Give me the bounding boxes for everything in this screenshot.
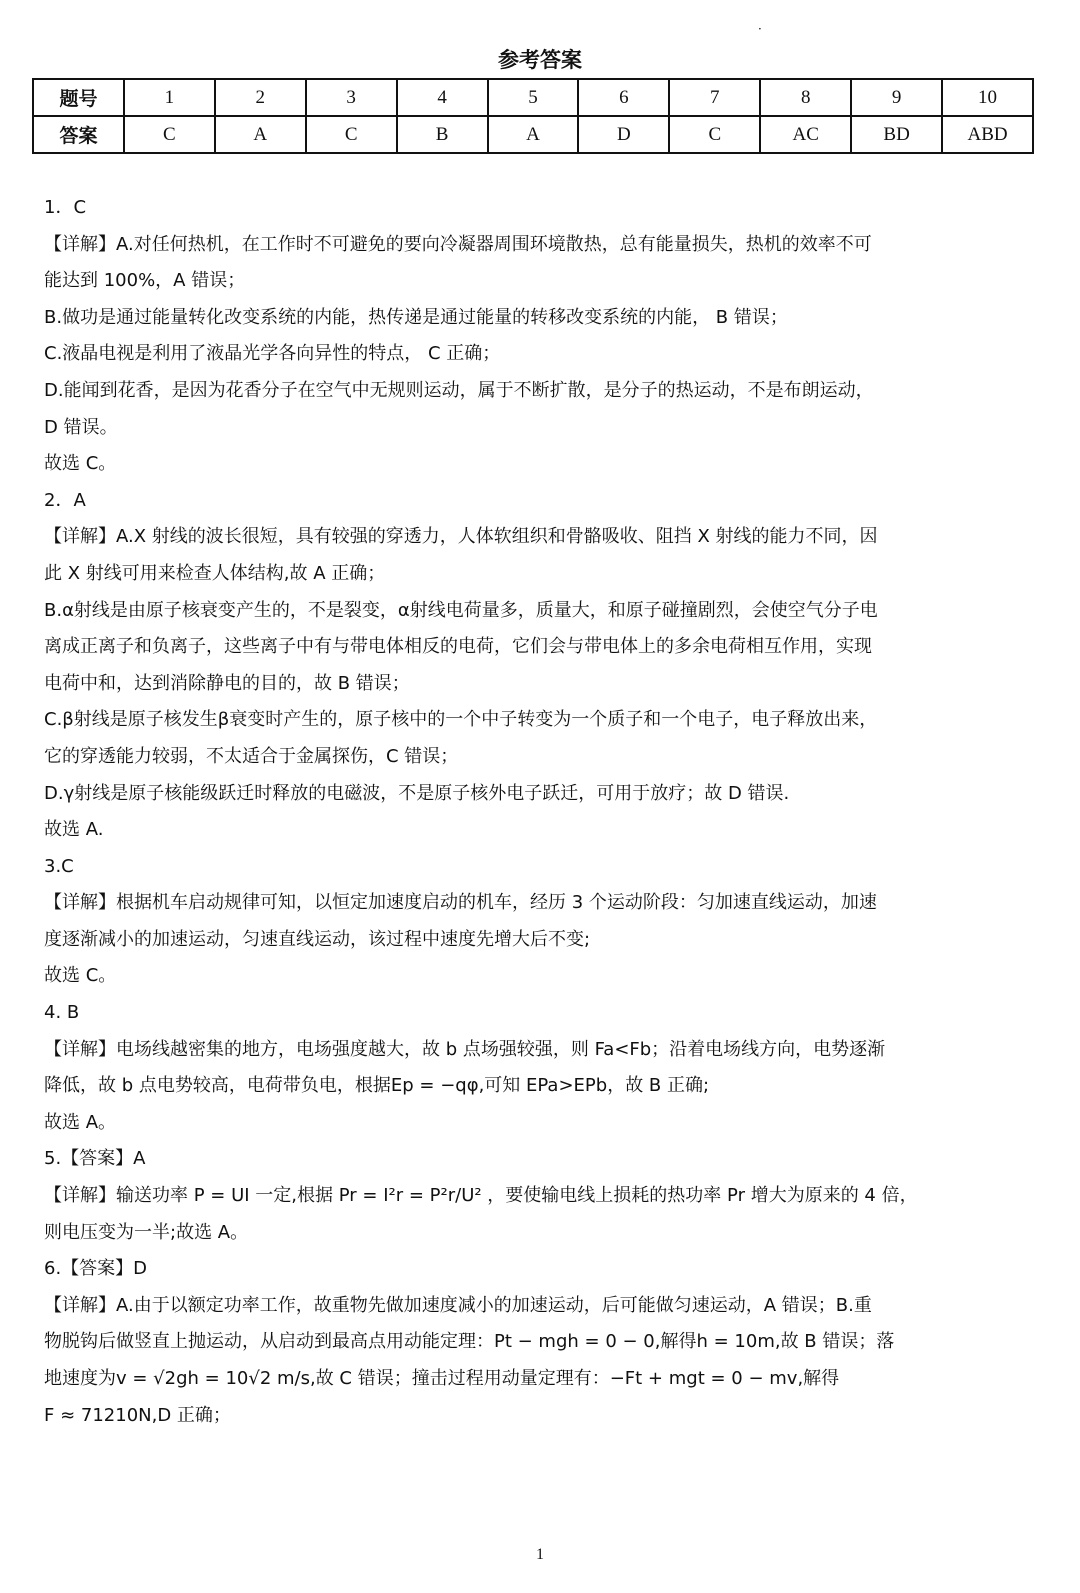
page-number: 1 xyxy=(536,1546,544,1563)
text-line: 5.【答案】A xyxy=(44,1148,146,1170)
text-line: 【详解】根据机车启动规律可知，以恒定加速度启动的机车，经历 3 个运动阶段：匀加速直线运动，加速 xyxy=(44,892,877,914)
text-line: 电荷中和，达到消除静电的目的，故 B 错误； xyxy=(44,672,410,694)
table-cell: 4 xyxy=(397,79,488,116)
table-cell: 1 xyxy=(124,79,215,116)
table-row-numbers xyxy=(33,79,1033,116)
text-line: 故选 C。 xyxy=(44,965,117,987)
text-line: 【详解】电场线越密集的地方，电场强度越大，故 b 点场强较强，则 Fa<Fb；沿着电场线方向，电势逐渐 xyxy=(44,1038,886,1060)
row-header-answers: 答案 xyxy=(33,116,124,153)
text-line: 度逐渐减小的加速运动，匀速直线运动，该过程中速度先增大后不变; xyxy=(44,928,591,950)
text-line: D.γ射线是原子核能级跃迁时释放的电磁波，不是原子核外电子跃迁，可用于放疗；故 D 错误. xyxy=(44,782,790,804)
answer-table xyxy=(32,78,1034,154)
table-cell: 6 xyxy=(578,79,669,116)
text-line: 故选 A。 xyxy=(44,1111,117,1133)
text-line: F ≈ 71210N,D 正确； xyxy=(44,1404,231,1426)
table-cell: AC xyxy=(760,116,851,153)
solution-text xyxy=(44,190,1034,1434)
table-cell: 3 xyxy=(306,79,397,116)
table-row-answers xyxy=(33,116,1033,153)
corner-mark: · xyxy=(758,22,762,36)
text-line: 【详解】A.X 射线的波长很短，具有较强的穿透力，人体软组织和骨骼吸收、阻挡 X 射线的能力不同，因 xyxy=(44,526,878,548)
text-line: 1．C xyxy=(44,197,87,218)
text-line: 降低，故 b 点电势较高，电荷带负电，根据Ep = −qφ,可知 EPa>EPb，故 B 正确; xyxy=(44,1075,710,1097)
text-line: 4. B xyxy=(44,1002,80,1024)
table-cell: C xyxy=(669,116,760,153)
text-line: 此 X 射线可用来检查人体结构,故 A 正确； xyxy=(44,562,386,584)
text-line: 能达到 100%，A 错误； xyxy=(44,270,246,292)
text-line: 它的穿透能力较弱，不太适合于金属探伤，C 错误； xyxy=(44,745,459,767)
text-line: 故选 A. xyxy=(44,819,104,841)
text-line: C.液晶电视是利用了液晶光学各向异性的特点， C 正确； xyxy=(44,343,501,365)
text-line: D 错误。 xyxy=(44,416,118,438)
text-line: D.能闻到花香，是因为花香分子在空气中无规则运动，属于不断扩散，是分子的热运动，不是布朗运动， xyxy=(44,379,874,401)
table-cell: 8 xyxy=(760,79,851,116)
table-cell: D xyxy=(578,116,669,153)
table-cell: 5 xyxy=(488,79,579,116)
text-line: 【详解】A.对任何热机，在工作时不可避免的要向冷凝器周围环境散热，总有能量损失，热机的效率不可 xyxy=(44,233,872,255)
table-cell: 2 xyxy=(215,79,306,116)
text-line: 物脱钩后做竖直上抛运动，从启动到最高点用动能定理：Pt − mgh = 0 − 0,解得h = 10m,故 B 错误；落 xyxy=(44,1331,895,1353)
text-line: 2．A xyxy=(44,489,86,511)
text-line: 离成正离子和负离子，这些离子中有与带电体相反的电荷，它们会与带电体上的多余电荷相互作用，实现 xyxy=(44,636,872,658)
table-cell: C xyxy=(306,116,397,153)
text-line: 故选 C。 xyxy=(44,453,117,475)
table-cell: 7 xyxy=(669,79,760,116)
table-cell: A xyxy=(488,116,579,153)
text-line: 地速度为v = √2gh = 10√2 m/s,故 C 错误；撞击过程用动量定理有：−Ft + mgt = 0 − mv,解得 xyxy=(44,1368,840,1389)
text-line: B.做功是通过能量转化改变系统的内能，热传递是通过能量的转移改变系统的内能， B 错误； xyxy=(44,306,788,328)
table-cell: 9 xyxy=(851,79,942,116)
table-cell: C xyxy=(124,116,215,153)
text-line: C.β射线是原子核发生β衰变时产生的，原子核中的一个中子转变为一个质子和一个电子，电子释放出来， xyxy=(44,709,878,731)
table-cell: BD xyxy=(851,116,942,153)
text-line: 【详解】输送功率 P = UI 一定,根据 Pr = I²r = P²r/U² ，要使输电线上损耗的热功率 Pr 增大为原来的 4 倍， xyxy=(44,1185,918,1207)
table-cell: 10 xyxy=(942,79,1033,116)
text-line: 3.C xyxy=(44,855,74,877)
table-cell: A xyxy=(215,116,306,153)
text-line: 【详解】A.由于以额定功率工作，故重物先做加速度减小的加速运动，后可能做匀速运动，A 错误；B.重 xyxy=(44,1294,872,1316)
text-line: 则电压变为一半;故选 A。 xyxy=(44,1221,249,1243)
text-line: 6.【答案】D xyxy=(44,1258,148,1280)
table-cell: ABD xyxy=(942,116,1033,153)
row-header-numbers: 题号 xyxy=(33,79,124,116)
text-line: B.α射线是由原子核衰变产生的，不是裂变，α射线电荷量多，质量大，和原子碰撞剧烈，会使空气分子电 xyxy=(44,599,878,621)
table-cell: B xyxy=(397,116,488,153)
page-title: 参考答案 xyxy=(498,48,582,72)
